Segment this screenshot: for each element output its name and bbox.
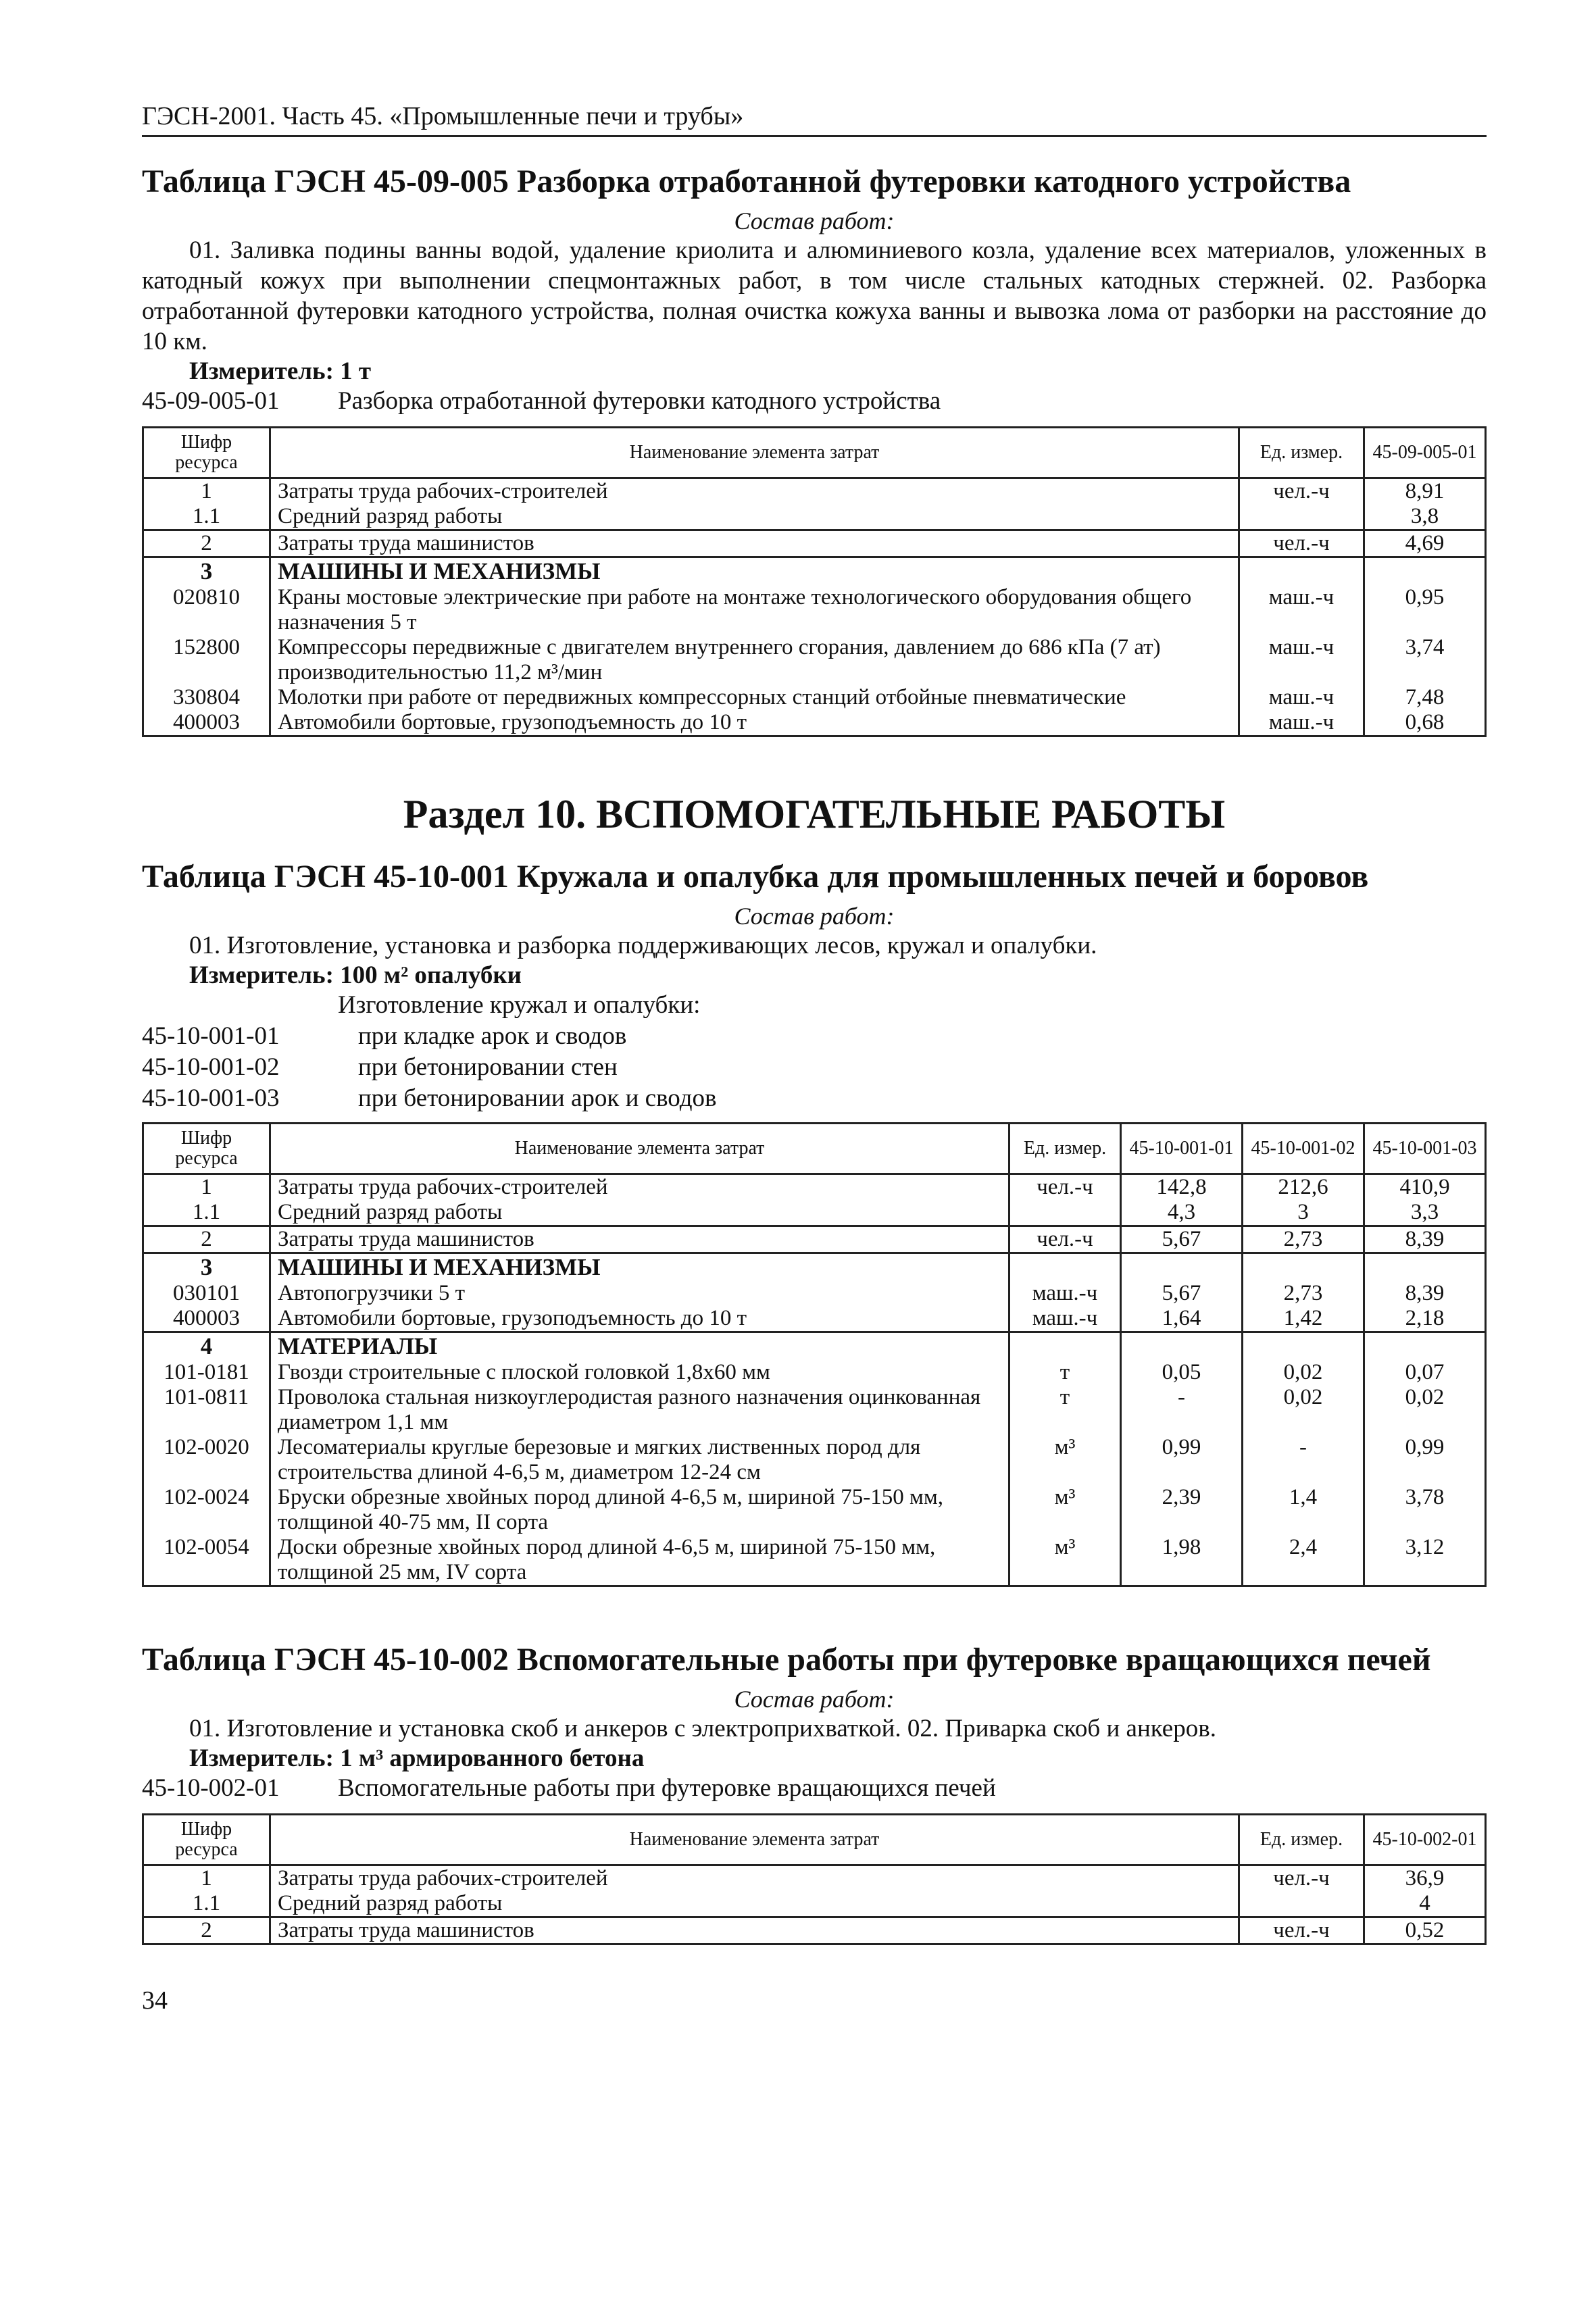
cell-name: Затраты труда рабочих-строителей [270,478,1239,505]
table-row [143,685,1486,710]
cell-name: Затраты труда машинистов [270,530,1239,557]
cell-unit: чел.-ч [1239,1865,1364,1892]
cell-value [1243,1332,1364,1361]
cell-value [1121,1253,1243,1282]
norm-line [142,1773,1487,1804]
cell-value: 4,3 [1121,1200,1243,1226]
cell-unit: т [1009,1385,1121,1435]
header-norm: 45-10-001-03 [1364,1124,1486,1174]
table-row [143,1306,1486,1332]
header-name: Наименование элемента затрат [270,1124,1009,1174]
cell-code: 102-0054 [143,1535,270,1586]
table-row [143,635,1486,685]
cell-value: 0,07 [1364,1360,1486,1385]
resource-table [142,1122,1487,1587]
cell-value: 2,4 [1243,1535,1364,1586]
cell-value: 2,39 [1121,1485,1243,1535]
cell-value: 3,74 [1364,635,1486,685]
cell-value [1364,557,1486,586]
work-composition-label: Состав работ: [734,207,895,234]
measure-unit: Измеритель: 1 т [189,357,372,385]
cell-name: Средний разряд работы [270,504,1239,530]
cell-unit [1239,504,1364,530]
table-row [143,1253,1486,1282]
table-row [143,1917,1486,1944]
work-composition-label: Состав работ: [734,1686,895,1713]
cell-unit: м³ [1009,1435,1121,1485]
cell-code: 4 [143,1332,270,1361]
cell-name: Автомобили бортовые, грузоподъемность до 10 т [270,1306,1009,1332]
norm-intro: Изготовление кружал и опалубки: [338,991,701,1019]
cell-value: 36,9 [1364,1865,1486,1892]
cell-value: 3,12 [1364,1535,1486,1586]
cell-name: Краны мостовые электрические при работе на монтаже технологического оборудования общего назначения 5 т [270,585,1239,635]
cell-code: 152800 [143,635,270,685]
cell-unit: м³ [1009,1485,1121,1535]
table-row [143,557,1486,586]
cell-unit: маш.-ч [1239,635,1364,685]
cell-code: 1 [143,1865,270,1892]
cell-value: - [1243,1435,1364,1485]
cell-code: 330804 [143,685,270,710]
header-norm: 45-10-001-02 [1243,1124,1364,1174]
cell-code: 101-0811 [143,1385,270,1435]
cell-unit: м³ [1009,1535,1121,1586]
header-name: Наименование элемента затрат [270,1815,1239,1865]
cell-value: 410,9 [1364,1174,1486,1201]
norm-code: 45-10-001-02 [142,1053,280,1081]
cell-code: 1 [143,1174,270,1201]
cell-value: 7,48 [1364,685,1486,710]
cell-value: 1,4 [1243,1485,1364,1535]
cell-code: 2 [143,530,270,557]
cell-unit: чел.-ч [1239,1917,1364,1944]
cell-value: 4 [1364,1891,1486,1917]
table-row [143,1281,1486,1306]
norm-name: при бетонировании арок и сводов [358,1084,717,1112]
norm-name: Вспомогательные работы при футеровке вращающихся печей [338,1774,996,1802]
table-title: Таблица ГЭСН 45-10-001 Кружала и опалубка для промышленных печей и боровов [142,859,1369,895]
table-row [143,1385,1486,1435]
cell-unit: маш.-ч [1239,685,1364,710]
table-body [143,1174,1486,1586]
measure-unit: Измеритель: 1 м³ армированного бетона [189,1744,645,1772]
resource-table [142,1813,1487,1945]
cell-group-name: МАТЕРИАЛЫ [270,1332,1009,1361]
work-description: 01. Заливка подины ванны водой, удаление криолита и алюминиевого козла, удаление всех материалов, уложенных в катодный кожух при выполнении спецмонтажных работ, в том числе стальных катодных стержней. 02. Разборка отработанной футеровки катодного устройства, полная очистка кожуха ванны и вывозка лома от разборки на расстояние до 10 км. [142,236,1487,355]
cell-code: 1.1 [143,1891,270,1917]
header-code: Шифр ресурса [143,428,270,478]
cell-unit [1239,1891,1364,1917]
cell-value: 0,02 [1364,1385,1486,1435]
cell-value: 2,73 [1243,1281,1364,1306]
cell-value: 0,95 [1364,585,1486,635]
cell-code: 101-0181 [143,1360,270,1385]
cell-name: Лесоматериалы круглые березовые и мягких лиственных пород для строительства длиной 4-6,5 м, диаметром 12-24 см [270,1435,1009,1485]
cell-value [1364,1253,1486,1282]
cell-name: Молотки при работе от передвижных компрессорных станций отбойные пневматические [270,685,1239,710]
measure-unit: Измеритель: 100 м² опалубки [189,961,522,989]
table-row [143,585,1486,635]
cell-value: 2,18 [1364,1306,1486,1332]
cell-value: 3,78 [1364,1485,1486,1535]
cell-unit: маш.-ч [1239,710,1364,736]
cell-name: Затраты труда рабочих-строителей [270,1174,1009,1201]
table-row [143,1891,1486,1917]
cell-unit [1009,1253,1121,1282]
header-unit: Ед. измер. [1239,428,1364,478]
cell-group-name: МАШИНЫ И МЕХАНИЗМЫ [270,1253,1009,1282]
table-row [143,1332,1486,1361]
norm-line [142,386,1487,417]
cell-value: 3 [1243,1200,1364,1226]
table-row [143,530,1486,557]
table-title: Таблица ГЭСН 45-09-005 Разборка отработанной футеровки катодного устройства [142,164,1351,199]
cell-value: 8,91 [1364,478,1486,505]
cell-code: 400003 [143,710,270,736]
cell-name: Затраты труда машинистов [270,1226,1009,1253]
cell-value [1364,1332,1486,1361]
work-description: 01. Изготовление, установка и разборка поддерживающих лесов, кружал и опалубки. [189,932,1097,959]
cell-value: 212,6 [1243,1174,1364,1201]
norm-code: 45-10-001-03 [142,1084,280,1112]
cell-value: 5,67 [1121,1226,1243,1253]
norm-line [142,1021,1487,1052]
document-page [142,101,1487,2015]
table-row [143,1360,1486,1385]
cell-name: Компрессоры передвижные с двигателем внутреннего сгорания, давлением до 686 кПа (7 ат) производительностью 11,2 м³/мин [270,635,1239,685]
cell-unit: чел.-ч [1239,530,1364,557]
cell-unit: т [1009,1360,1121,1385]
cell-code: 2 [143,1917,270,1944]
table-row [143,1485,1486,1535]
cell-value: 3,8 [1364,504,1486,530]
cell-value: - [1121,1385,1243,1435]
cell-value [1121,1332,1243,1361]
cell-value: 5,67 [1121,1281,1243,1306]
header-norm: 45-10-001-01 [1121,1124,1243,1174]
table-title: Таблица ГЭСН 45-10-002 Вспомогательные работы при футеровке вращающихся печей [142,1642,1431,1678]
cell-unit: маш.-ч [1009,1306,1121,1332]
cell-value: 3,3 [1364,1200,1486,1226]
cell-name: Бруски обрезные хвойных пород длиной 4-6,5 м, шириной 75-150 мм, толщиной 40-75 мм, II сорта [270,1485,1009,1535]
norm-name: при бетонировании стен [358,1053,618,1081]
cell-value: 1,64 [1121,1306,1243,1332]
header-norm: 45-10-002-01 [1364,1815,1486,1865]
norm-name: Разборка отработанной футеровки катодного устройства [338,387,941,415]
cell-code: 3 [143,557,270,586]
cell-value: 0,02 [1243,1360,1364,1385]
table-row [143,1226,1486,1253]
table-row [143,1435,1486,1485]
cell-value: 0,52 [1364,1917,1486,1944]
norm-line [142,1052,1487,1083]
cell-value [1243,1253,1364,1282]
table-row [143,1200,1486,1226]
cell-code: 102-0020 [143,1435,270,1485]
cell-unit: чел.-ч [1009,1174,1121,1201]
cell-code: 1.1 [143,1200,270,1226]
cell-value: 1,42 [1243,1306,1364,1332]
header-name: Наименование элемента затрат [270,428,1239,478]
cell-name: Гвозди строительные с плоской головкой 1,8х60 мм [270,1360,1009,1385]
header-norm: 45-09-005-01 [1364,428,1486,478]
table-row [143,1535,1486,1586]
cell-unit: маш.-ч [1239,585,1364,635]
cell-name: Проволока стальная низкоуглеродистая разного назначения оцинкованная диаметром 1,1 мм [270,1385,1009,1435]
cell-name: Затраты труда машинистов [270,1917,1239,1944]
page-number: 34 [142,1986,168,2015]
cell-unit: маш.-ч [1009,1281,1121,1306]
cell-value: 0,02 [1243,1385,1364,1435]
cell-name: Доски обрезные хвойных пород длиной 4-6,5 м, шириной 75-150 мм, толщиной 25 мм, IV сорта [270,1535,1009,1586]
cell-name: Затраты труда рабочих-строителей [270,1865,1239,1892]
work-composition-label: Состав работ: [734,903,895,930]
norm-code: 45-10-002-01 [142,1774,280,1802]
cell-value: 0,99 [1364,1435,1486,1485]
norm-name: при кладке арок и сводов [358,1022,627,1050]
cell-unit: чел.-ч [1239,478,1364,505]
cell-code: 2 [143,1226,270,1253]
section-title: Раздел 10. ВСПОМОГАТЕЛЬНЫЕ РАБОТЫ [403,792,1226,836]
cell-unit [1239,557,1364,586]
cell-value: 0,68 [1364,710,1486,736]
table-row [143,710,1486,736]
cell-code: 020810 [143,585,270,635]
resource-table [142,426,1487,737]
cell-value: 1,98 [1121,1535,1243,1586]
cell-value: 4,69 [1364,530,1486,557]
cell-name: Средний разряд работы [270,1200,1009,1226]
cell-code: 1.1 [143,504,270,530]
cell-code: 400003 [143,1306,270,1332]
cell-value: 0,99 [1121,1435,1243,1485]
norm-code: 45-10-001-01 [142,1022,280,1050]
table-row [143,1865,1486,1892]
norm-code: 45-09-005-01 [142,387,280,415]
norm-line [142,1083,1487,1114]
work-description: 01. Изготовление и установка скоб и анкеров с электроприхваткой. 02. Приварка скоб и анкеров. [189,1715,1216,1742]
cell-name: Автопогрузчики 5 т [270,1281,1009,1306]
table-row [143,504,1486,530]
table-row [143,478,1486,505]
cell-unit [1009,1332,1121,1361]
cell-value: 142,8 [1121,1174,1243,1201]
table-row [143,1174,1486,1201]
cell-code: 1 [143,478,270,505]
cell-code: 102-0024 [143,1485,270,1535]
header-unit: Ед. измер. [1239,1815,1364,1865]
cell-unit: чел.-ч [1009,1226,1121,1253]
header-code: Шифр ресурса [143,1124,270,1174]
cell-value: 2,73 [1243,1226,1364,1253]
cell-code: 030101 [143,1281,270,1306]
cell-value: 8,39 [1364,1281,1486,1306]
running-header: ГЭСН-2001. Часть 45. «Промышленные печи и трубы» [142,101,1487,137]
cell-name: Средний разряд работы [270,1891,1239,1917]
cell-unit [1009,1200,1121,1226]
header-code: Шифр ресурса [143,1815,270,1865]
cell-code: 3 [143,1253,270,1282]
cell-value: 8,39 [1364,1226,1486,1253]
header-unit: Ед. измер. [1009,1124,1121,1174]
cell-value: 0,05 [1121,1360,1243,1385]
cell-name: Автомобили бортовые, грузоподъемность до 10 т [270,710,1239,736]
cell-group-name: МАШИНЫ И МЕХАНИЗМЫ [270,557,1239,586]
